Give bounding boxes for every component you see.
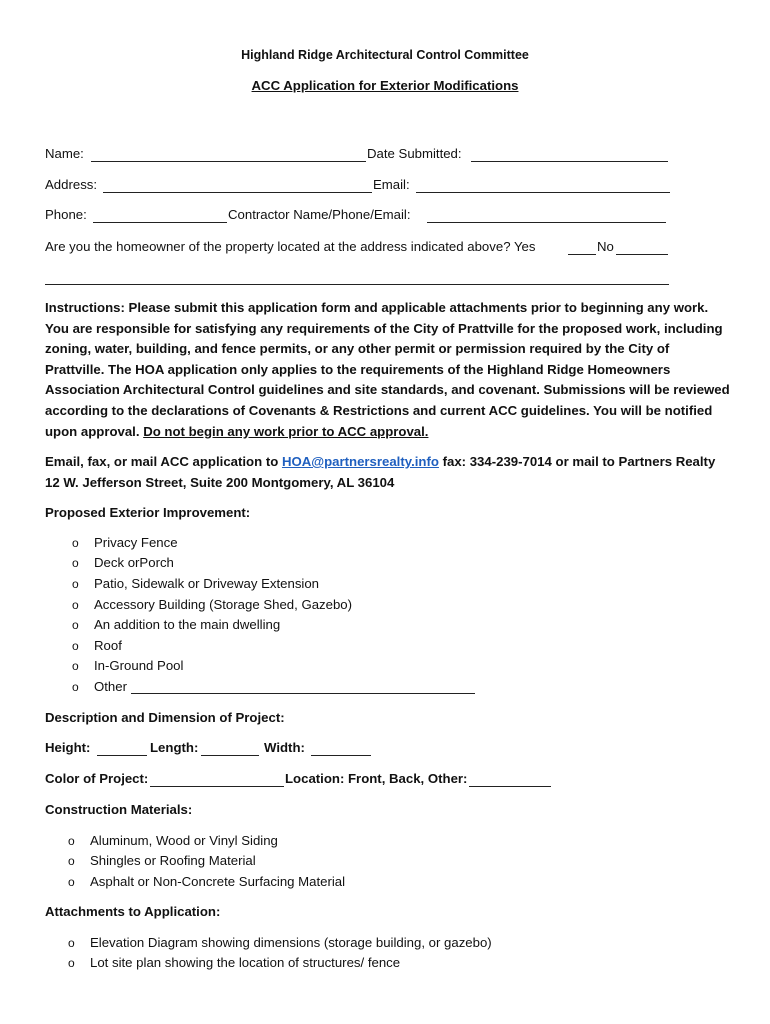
email-field[interactable] <box>416 192 670 193</box>
improvement-heading: Proposed Exterior Improvement: <box>45 505 251 520</box>
instructions-line-7 <box>45 422 735 443</box>
instructions-line-6: according to the declarations of Covenants & Restrictions and current ACC guidelines. You will be notified <box>45 402 713 418</box>
contact-line-1 <box>45 452 735 473</box>
location-field[interactable] <box>469 786 551 787</box>
improvement-bullet: o <box>72 577 79 591</box>
email-label: Email: <box>373 177 410 192</box>
other-field[interactable] <box>131 693 475 694</box>
no-work-warning: Do not begin any work prior to ACC approval. <box>143 423 429 439</box>
materials-option-shingles[interactable]: Shingles or Roofing Material <box>90 853 256 868</box>
name-field[interactable] <box>91 161 366 162</box>
form-title-text: ACC Application for Exterior Modifications <box>251 78 519 93</box>
hoa-email-link[interactable]: HOA@partnersrealty.info <box>281 454 439 469</box>
length-field[interactable] <box>201 755 259 756</box>
attachment-elevation-diagram[interactable]: Elevation Diagram showing dimensions (storage building, or gazebo) <box>90 935 492 950</box>
materials-option-siding[interactable]: Aluminum, Wood or Vinyl Siding <box>90 833 278 848</box>
height-label: Height: <box>45 740 91 755</box>
phone-label: Phone: <box>45 207 87 222</box>
instructions-line-2: You are responsible for satisfying any requirements of the City of Prattville for the proposed work, including <box>45 320 723 336</box>
contractor-label: Contractor Name/Phone/Email: <box>228 207 411 222</box>
improvement-option-patio[interactable]: Patio, Sidewalk or Driveway Extension <box>94 576 320 591</box>
width-label: Width: <box>264 740 305 755</box>
improvement-option-other[interactable]: Other <box>94 679 127 694</box>
instructions-line-5: Association Architectural Control guidelines and site standards, and covenant. Submissions will be reviewed <box>45 382 730 398</box>
address-field[interactable] <box>103 192 372 193</box>
improvement-bullet: o <box>72 598 79 612</box>
height-field[interactable] <box>97 755 147 756</box>
improvement-option-accessory-building[interactable]: Accessory Building (Storage Shed, Gazebo) <box>94 597 353 612</box>
instructions-line-7-prefix: upon approval. <box>45 423 140 439</box>
improvement-option-pool[interactable]: In-Ground Pool <box>94 658 184 673</box>
improvement-bullet: o <box>72 536 79 550</box>
homeowner-yes-field[interactable] <box>568 254 596 255</box>
contact-prefix: Email, fax, or mail ACC application to <box>45 454 279 469</box>
phone-field[interactable] <box>93 222 227 223</box>
committee-name: Highland Ridge Architectural Control Committee <box>241 48 529 62</box>
materials-bullet: o <box>68 834 75 848</box>
name-label: Name: <box>45 146 84 161</box>
contractor-field[interactable] <box>427 222 666 223</box>
improvement-bullet: o <box>72 659 79 673</box>
materials-option-asphalt[interactable]: Asphalt or Non-Concrete Surfacing Material <box>90 874 346 889</box>
contact-address: 12 W. Jefferson Street, Suite 200 Montgomery, AL 36104 <box>45 474 395 490</box>
color-field[interactable] <box>150 786 284 787</box>
instructions-line-4: Prattville. The HOA application only applies to the requirements of the Highland Ridge Homeowners <box>45 361 671 377</box>
homeowner-question: Are you the homeowner of the property located at the address indicated above? Yes <box>45 239 536 254</box>
attachments-heading: Attachments to Application: <box>45 904 221 919</box>
date-submitted-field[interactable] <box>471 161 668 162</box>
length-label: Length: <box>150 740 199 755</box>
contact-suffix: fax: 334-239-7014 or mail to Partners Realty <box>442 454 716 469</box>
homeowner-no-label: No <box>597 239 614 254</box>
homeowner-no-field[interactable] <box>616 254 668 255</box>
improvement-bullet: o <box>72 618 79 632</box>
width-field[interactable] <box>311 755 371 756</box>
improvement-bullet: o <box>72 680 79 694</box>
improvement-option-addition[interactable]: An addition to the main dwelling <box>94 617 281 632</box>
materials-bullet: o <box>68 875 75 889</box>
improvement-option-deck-porch[interactable]: Deck orPorch <box>94 555 174 570</box>
color-label: Color of Project: <box>45 771 149 786</box>
instructions-line-3: zoning, water, building, and fence permits, or any other permit or permission required by the City of <box>45 341 670 357</box>
materials-heading: Construction Materials: <box>45 802 193 817</box>
date-submitted-label: Date Submitted: <box>367 146 462 161</box>
address-label: Address: <box>45 177 98 192</box>
blank-line[interactable] <box>45 284 669 285</box>
materials-bullet: o <box>68 854 75 868</box>
description-heading: Description and Dimension of Project: <box>45 710 285 725</box>
location-label: Location: Front, Back, Other: <box>285 771 468 786</box>
attachments-bullet: o <box>68 956 75 970</box>
attachments-bullet: o <box>68 936 75 950</box>
improvement-option-roof[interactable]: Roof <box>94 638 122 653</box>
improvement-bullet: o <box>72 639 79 653</box>
improvement-option-privacy-fence[interactable]: Privacy Fence <box>94 535 178 550</box>
improvement-bullet: o <box>72 556 79 570</box>
contact-paragraph <box>45 452 735 493</box>
instructions-paragraph <box>45 298 735 442</box>
form-title <box>0 78 770 94</box>
instructions-line-1: Instructions: Please submit this application form and applicable attachments prior to beginning any work. <box>45 300 709 315</box>
attachment-lot-site-plan[interactable]: Lot site plan showing the location of structures/ fence <box>90 955 401 970</box>
